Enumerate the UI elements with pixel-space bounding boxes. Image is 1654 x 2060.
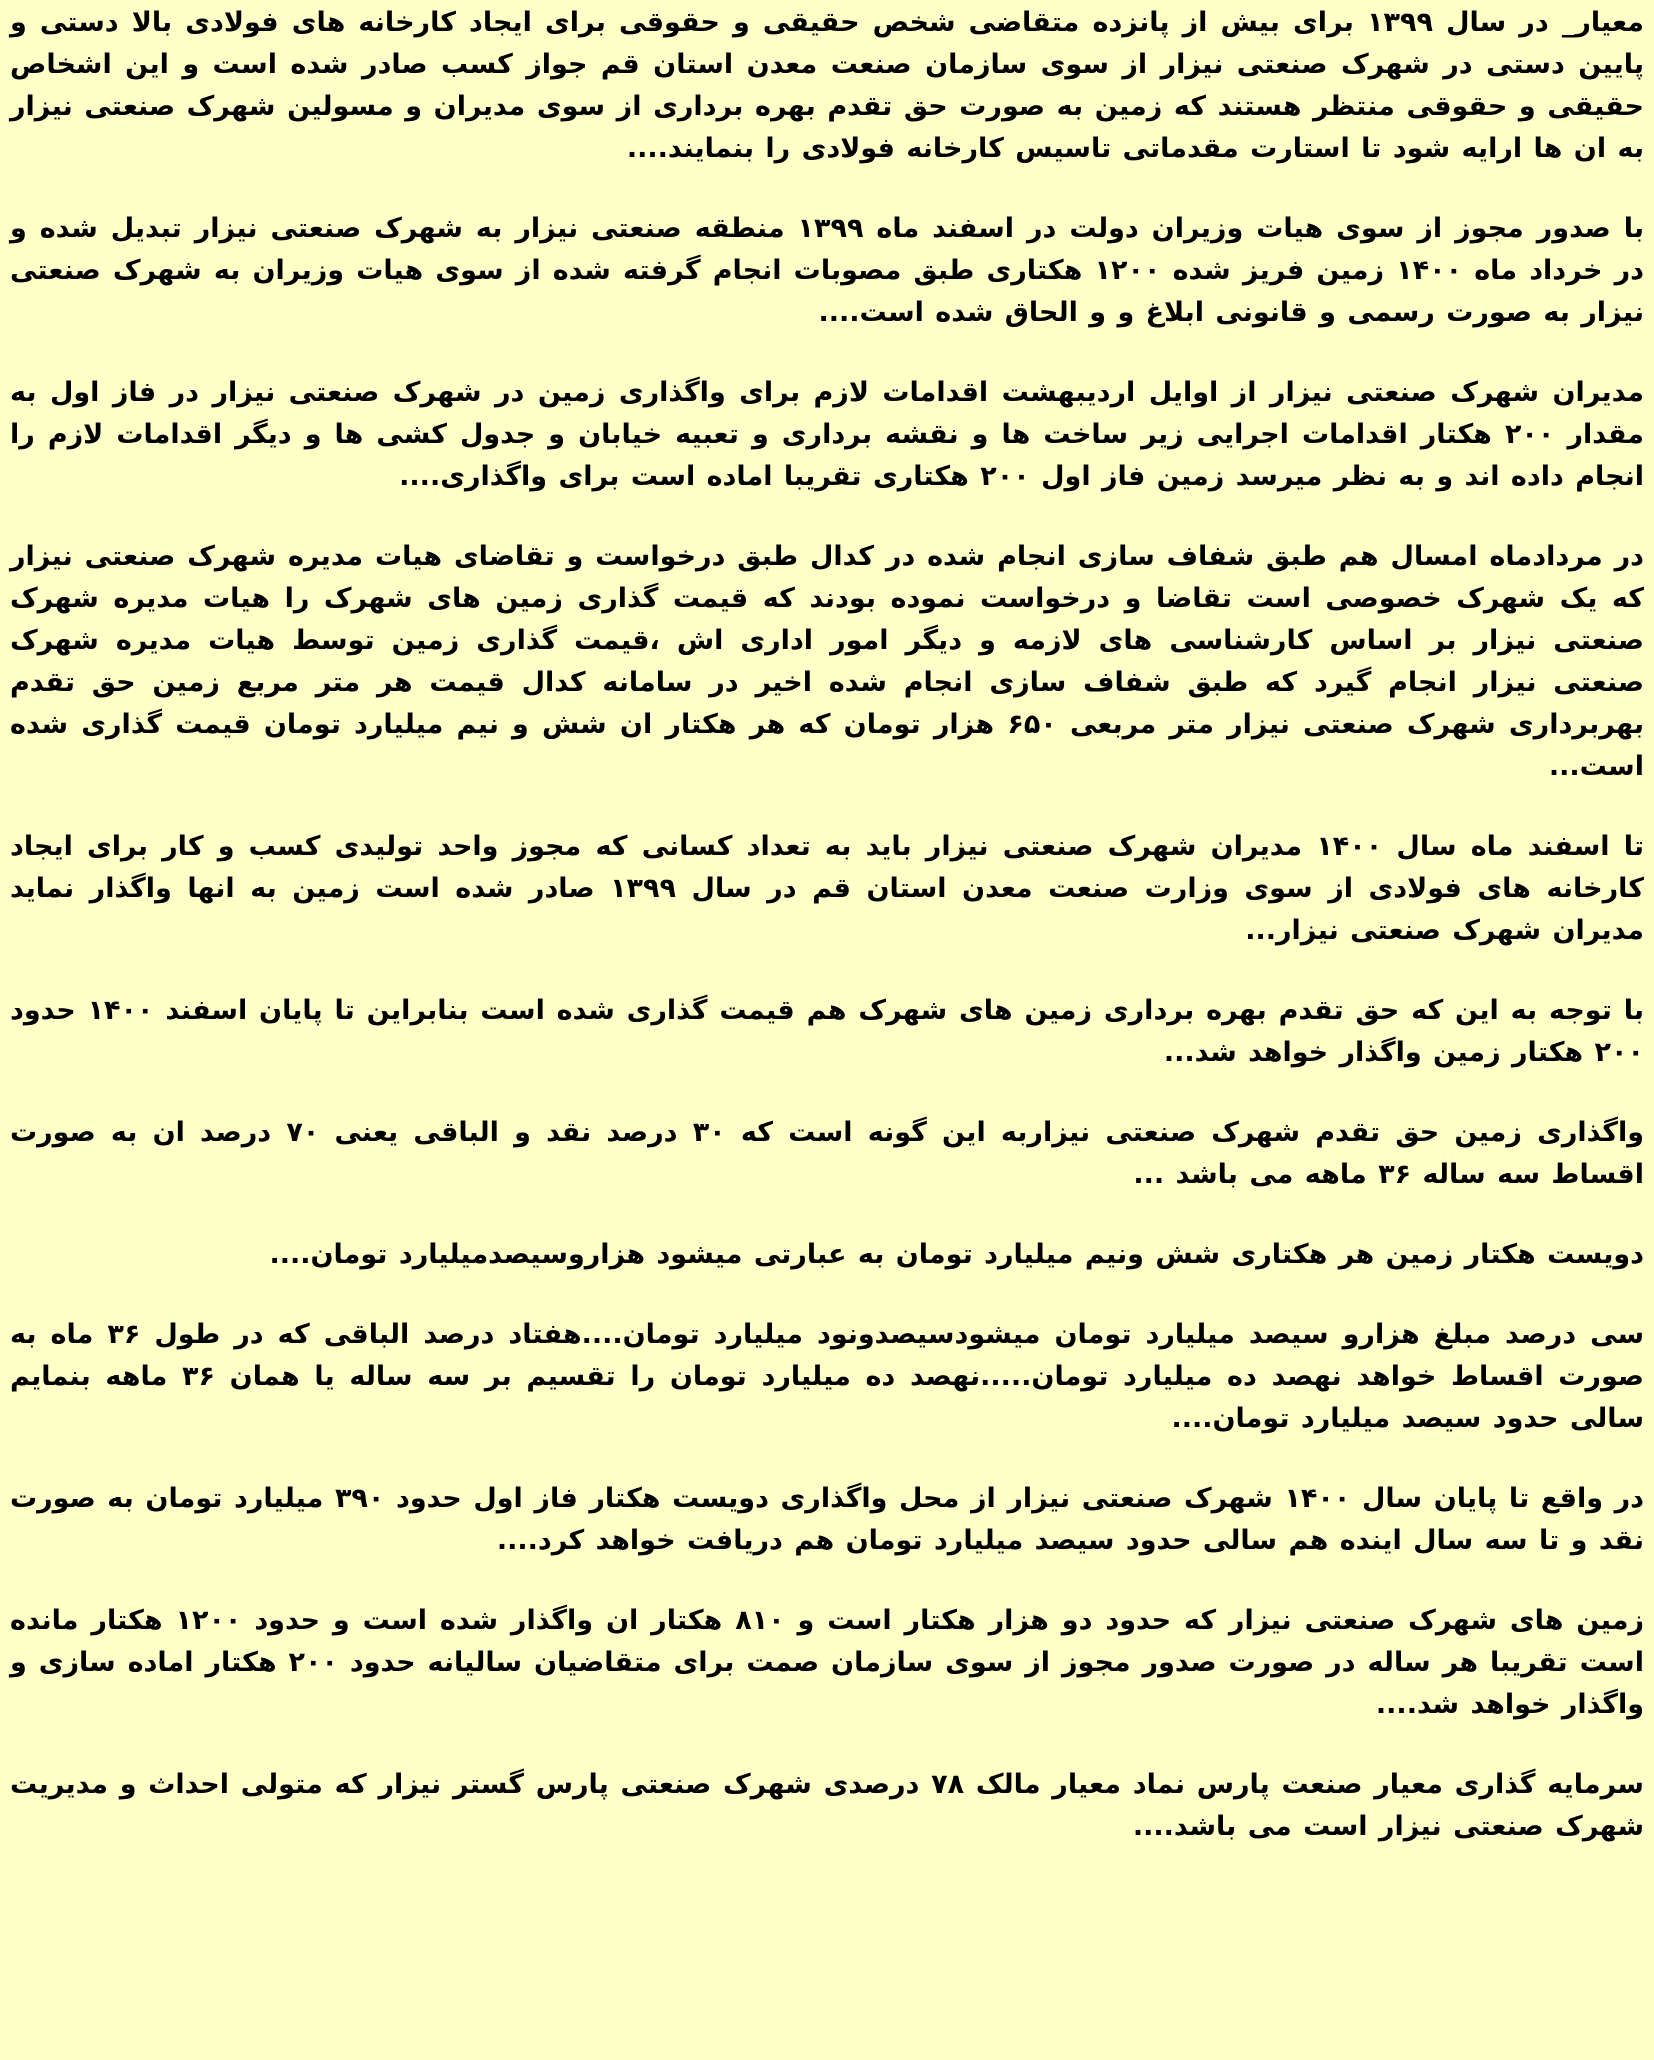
paragraph: با صدور مجوز از سوی هیات وزیران دولت در اسفند ماه ۱۳۹۹ منطقه صنعتی نیزار به شهرک صنعتی نیزار تبدیل شده و در خرداد ماه ۱۴۰۰ زمین فریز شده ۱۲۰۰ هکتاری طبق مصوبات انجام گرفته شده از سوی هیات وزیران به شهرک صنعتی نیزار به صورت رسمی و قانونی ابلاغ و و الحاق شده است....: [10, 213, 1644, 328]
paragraph: واگذاری زمین حق تقدم شهرک صنعتی نیزاربه این گونه است که ۳۰ درصد نقد و الباقی یعنی ۷۰ درصد ان به صورت اقساط سه ساله ۳۶ ماهه می باشد ...: [10, 1117, 1644, 1190]
paragraph: زمین های شهرک صنعتی نیزار که حدود دو هزار هکتار است و ۸۱۰ هکتار ان واگذار شده است و حدود ۱۲۰۰ هکتار مانده است تقریبا هر ساله در صورت صدور مجوز از سوی سازمان صمت برای متقاضیان سالیانه حدود ۲۰۰ هکتار اماده سازی و واگذار خواهد شد....: [10, 1605, 1644, 1720]
paragraph: با توجه به این که حق تقدم بهره برداری زمین های شهرک هم قیمت گذاری شده است بنابراین تا پایان اسفند ۱۴۰۰ حدود ۲۰۰ هکتار زمین واگذار خواهد شد...: [10, 995, 1645, 1068]
paragraph: معیار_ در سال ۱۳۹۹ برای بیش از پانزده متقاضی شخص حقیقی و حقوقی برای ایجاد کارخانه های فولادی بالا دستی و پایین دستی در شهرک صنعتی نیزار از سوی سازمان صنعت معدن استان قم جواز کسب صادر شده است و این اشخاص حقیقی و حقوقی منتظر هستند که زمین به صورت حق تقدم بهره برداری از سوی مدیران و مسولین شهرک صنعتی نیزار به ان ها ارایه شود تا استارت مقدماتی تاسیس کارخانه فولادی را بنمایند....: [10, 7, 1644, 164]
paragraph: تا اسفند ماه سال ۱۴۰۰ مدیران شهرک صنعتی نیزار باید به تعداد کسانی که مجوز واحد تولیدی کسب و کار برای ایجاد کارخانه های فولادی از سوی وزارت صنعت معدن استان قم در سال ۱۳۹۹ صادر شده است زمین به انها واگذار نماید مدیران شهرک صنعتی نیزار...: [10, 831, 1645, 946]
paragraph: سی درصد مبلغ هزارو سیصد میلیارد تومان میشودسیصدونود میلیارد تومان....هفتاد درصد الباقی که در طول ۳۶ ماه به صورت اقساط خواهد نهصد ده میلیارد تومان.....نهصد ده میلیارد تومان را تقسیم بر سه ساله یا همان ۳۶ ماهه بنمایم سالی حدود سیصد میلیارد تومان....: [10, 1319, 1644, 1434]
paragraph: سرمایه گذاری معیار صنعت پارس نماد معیار مالک ۷۸ درصدی شهرک صنعتی پارس گستر نیزار که متولی احداث و مدیریت شهرک صنعتی نیزار است می باشد....: [10, 1769, 1644, 1842]
paragraph: در واقع تا پایان سال ۱۴۰۰ شهرک صنعتی نیزار از محل واگذاری دویست هکتار فاز اول حدود ۳۹۰ میلیارد تومان به صورت نقد و تا سه سال اینده هم سالی حدود سیصد میلیارد تومان هم دریافت خواهد کرد....: [10, 1483, 1644, 1556]
paragraph: دویست هکتار زمین هر هکتاری شش ونیم میلیارد تومان به عبارتی میشود هزاروسیصدمیلیارد تومان....: [269, 1239, 1644, 1270]
paragraph: مدیران شهرک صنعتی نیزار از اوایل اردیبهشت اقدامات لازم برای واگذاری زمین در شهرک صنعتی نیزار در فاز اول به مقدار ۲۰۰ هکتار اقدامات اجرایی زیر ساخت ها و نقشه برداری و تعبیه خیابان و جدول کشی ها و دیگر اقدامات لازم را انجام داده اند و به نظر میرسد زمین فاز اول ۲۰۰ هکتاری تقریبا اماده است برای واگذاری....: [10, 377, 1644, 492]
paragraph: در مردادماه امسال هم طبق شفاف سازی انجام شده در کدال طبق درخواست و تقاضای هیات مدیره شهرک صنعتی نیزار که یک شهرک خصوصی است تقاضا و درخواست نموده بودند که قیمت گذاری زمین های شهرک را هیات مدیره شهرک صنعتی نیزار بر اساس کارشناسی های لازمه و دیگر امور اداری اش ،قیمت گذاری زمین توسط هیات مدیره شهرک صنعتی نیزار انجام گیرد که طبق شفاف سازی انجام شده اخیر در سامانه کدال قیمت هر متر مربع زمین حق تقدم بهربرداری شهرک صنعتی نیزار متر مربعی ۶۵۰ هزار تومان که هر هکتار ان شش و نیم میلیارد تومان قیمت گذاری شده است...: [10, 541, 1645, 782]
